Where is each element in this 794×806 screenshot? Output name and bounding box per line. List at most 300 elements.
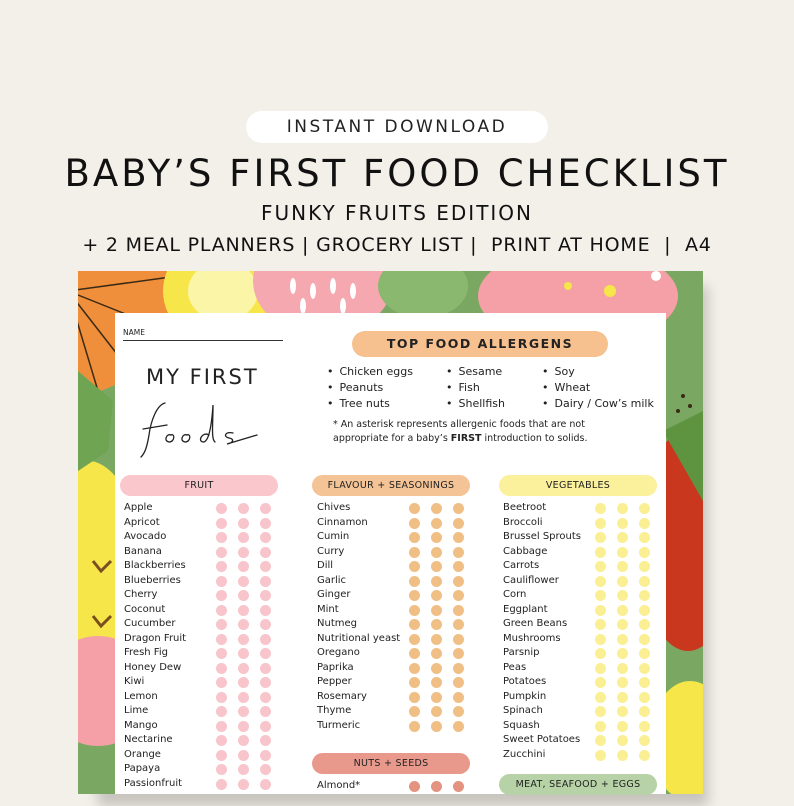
feature-list: + 2 MEAL PLANNERS | GROCERY LIST | PRINT AT HOME | A4 <box>82 234 712 256</box>
tick-circle[interactable] <box>431 561 442 572</box>
food-name: Mushrooms <box>503 632 561 644</box>
tick-circles <box>216 779 282 794</box>
tick-circle[interactable] <box>216 503 227 514</box>
food-name: Squash <box>503 719 540 731</box>
tick-circle[interactable] <box>409 781 420 792</box>
food-name: Kiwi <box>124 676 145 687</box>
tick-circle[interactable] <box>431 634 442 645</box>
tick-circle[interactable] <box>595 663 606 674</box>
tick-circle[interactable] <box>639 750 650 761</box>
tick-circle[interactable] <box>617 561 628 572</box>
tick-circle[interactable] <box>639 706 650 717</box>
tick-circle[interactable] <box>238 619 249 630</box>
tick-circle[interactable] <box>238 503 249 514</box>
tick-circle[interactable] <box>639 677 650 688</box>
tick-circle[interactable] <box>216 663 227 674</box>
tick-circle[interactable] <box>409 648 420 659</box>
name-label: NAME <box>123 328 145 337</box>
tick-circle[interactable] <box>431 781 442 792</box>
tick-circle[interactable] <box>595 721 606 732</box>
tick-circle[interactable] <box>595 735 606 746</box>
product-title: BABY’S FIRST FOOD CHECKLIST <box>64 152 730 195</box>
tick-circle[interactable] <box>238 706 249 717</box>
instant-download-badge: INSTANT DOWNLOAD <box>246 111 548 143</box>
tick-circle[interactable] <box>216 634 227 645</box>
food-name: Dragon Fruit <box>124 632 187 644</box>
tick-circle[interactable] <box>216 706 227 717</box>
tick-circle[interactable] <box>639 503 650 514</box>
tick-circle[interactable] <box>431 663 442 674</box>
tick-circle[interactable] <box>595 605 606 616</box>
food-row <box>124 545 279 560</box>
food-row <box>503 719 658 734</box>
tick-circle[interactable] <box>595 532 606 543</box>
food-name: Blueberries <box>124 574 181 586</box>
tick-circle[interactable] <box>260 605 271 616</box>
tick-circle[interactable] <box>260 663 271 674</box>
tick-circle[interactable] <box>260 561 271 572</box>
tick-circle[interactable] <box>238 692 249 703</box>
food-name: Parsnip <box>503 647 540 658</box>
tick-circle[interactable] <box>639 735 650 746</box>
tick-circle[interactable] <box>260 735 271 746</box>
tick-circle[interactable] <box>260 721 271 732</box>
tick-circle[interactable] <box>453 663 464 674</box>
food-name: Papaya <box>124 763 161 774</box>
tick-circle[interactable] <box>216 779 227 790</box>
tick-circle[interactable] <box>595 518 606 529</box>
tick-circle[interactable] <box>238 532 249 543</box>
food-row <box>503 574 658 589</box>
food-name: Eggplant <box>503 603 548 615</box>
fruit-category-header: FRUIT <box>120 475 278 496</box>
tick-circle[interactable] <box>453 547 464 558</box>
tick-circle[interactable] <box>453 576 464 587</box>
tick-circle[interactable] <box>216 590 227 601</box>
tick-circle[interactable] <box>431 503 442 514</box>
food-name: Cherry <box>124 589 158 600</box>
allergen-item: • Dairy / Cow’s milk <box>542 396 654 412</box>
food-name: Carrots <box>503 560 540 571</box>
food-name: Garlic <box>317 574 347 586</box>
tick-circle[interactable] <box>260 518 271 529</box>
tick-circle[interactable] <box>617 634 628 645</box>
tick-circle[interactable] <box>216 561 227 572</box>
tick-circle[interactable] <box>617 576 628 587</box>
tick-circle[interactable] <box>453 677 464 688</box>
tick-circle[interactable] <box>639 663 650 674</box>
food-name: Chives <box>317 502 351 513</box>
tick-circle[interactable] <box>453 781 464 792</box>
nuts-list <box>317 779 472 794</box>
allergen-item: • Soy <box>542 364 654 380</box>
food-name: Nutritional yeast <box>317 632 401 644</box>
food-row <box>317 661 472 676</box>
food-row <box>317 559 472 574</box>
food-row <box>317 632 472 647</box>
food-row <box>317 588 472 603</box>
tick-circle[interactable] <box>431 605 442 616</box>
tick-circle[interactable] <box>453 619 464 630</box>
allergen-item: • Chicken eggs <box>327 364 413 380</box>
flavour-category-header: FLAVOUR + SEASONINGS <box>312 475 470 496</box>
food-name: Nectarine <box>124 734 173 745</box>
tick-circle[interactable] <box>453 706 464 717</box>
tick-circle[interactable] <box>453 532 464 543</box>
food-row <box>124 632 279 647</box>
tick-circle[interactable] <box>409 721 420 732</box>
food-name: Mint <box>317 603 339 615</box>
food-row <box>124 603 279 618</box>
food-row <box>317 603 472 618</box>
food-row <box>503 501 658 516</box>
tick-circle[interactable] <box>409 547 420 558</box>
tick-circle[interactable] <box>453 503 464 514</box>
tick-circle[interactable] <box>260 764 271 775</box>
tick-circle[interactable] <box>238 648 249 659</box>
tick-circle[interactable] <box>453 648 464 659</box>
tick-circle[interactable] <box>595 561 606 572</box>
tick-circle[interactable] <box>639 605 650 616</box>
tick-circle[interactable] <box>260 634 271 645</box>
food-name: Nutmeg <box>317 618 357 629</box>
tick-circle[interactable] <box>639 561 650 572</box>
tick-circle[interactable] <box>431 518 442 529</box>
food-row <box>317 779 472 794</box>
tick-circle[interactable] <box>639 692 650 703</box>
my-first-heading: MY FIRST <box>146 365 259 389</box>
tick-circle[interactable] <box>260 547 271 558</box>
tick-circle[interactable] <box>238 547 249 558</box>
tick-circle[interactable] <box>595 677 606 688</box>
tick-circle[interactable] <box>595 503 606 514</box>
food-row <box>124 777 279 792</box>
food-name: Rosemary <box>317 690 367 702</box>
tick-circle[interactable] <box>216 677 227 688</box>
food-name: Thyme <box>317 705 352 716</box>
tick-circle[interactable] <box>595 547 606 558</box>
tick-circle[interactable] <box>595 590 606 601</box>
tick-circle[interactable] <box>617 677 628 688</box>
food-name: Ginger <box>317 589 351 600</box>
tick-circle[interactable] <box>238 663 249 674</box>
food-name: Oregano <box>317 647 360 658</box>
food-name: Paprika <box>317 661 354 673</box>
tick-circle[interactable] <box>453 590 464 601</box>
food-name: Turmeric <box>317 719 361 731</box>
tick-circle[interactable] <box>409 634 420 645</box>
tick-circle[interactable] <box>238 779 249 790</box>
food-name: Brussel Sprouts <box>503 531 582 542</box>
tick-circle[interactable] <box>216 547 227 558</box>
food-row <box>124 559 279 574</box>
meat-category-header: MEAT, SEAFOOD + EGGS <box>499 774 657 795</box>
food-name: Coconut <box>124 603 166 615</box>
tick-circle[interactable] <box>453 721 464 732</box>
food-row <box>503 588 658 603</box>
tick-circle[interactable] <box>238 677 249 688</box>
tick-circle[interactable] <box>260 779 271 790</box>
food-row <box>124 719 279 734</box>
food-row <box>124 530 279 545</box>
food-row <box>503 690 658 705</box>
tick-circle[interactable] <box>238 750 249 761</box>
food-name: Fresh Fig <box>124 647 168 658</box>
tick-circle[interactable] <box>238 590 249 601</box>
food-row <box>317 646 472 661</box>
tick-circle[interactable] <box>639 576 650 587</box>
tick-circle[interactable] <box>453 605 464 616</box>
food-name: Peas <box>503 661 527 673</box>
tick-circle[interactable] <box>238 576 249 587</box>
food-row <box>124 617 279 632</box>
tick-circle[interactable] <box>216 764 227 775</box>
tick-circle[interactable] <box>639 634 650 645</box>
tick-circle[interactable] <box>595 576 606 587</box>
tick-circle[interactable] <box>238 764 249 775</box>
tick-circles <box>409 781 475 796</box>
tick-circle[interactable] <box>216 735 227 746</box>
tick-circle[interactable] <box>216 750 227 761</box>
allergen-item: • Shellfish <box>446 396 505 412</box>
food-row <box>124 516 279 531</box>
food-row <box>503 675 658 690</box>
tick-circle[interactable] <box>617 750 628 761</box>
food-name: Sweet Potatoes <box>503 734 581 745</box>
tick-circle[interactable] <box>260 750 271 761</box>
allergen-item: • Sesame <box>446 364 505 380</box>
tick-circle[interactable] <box>409 706 420 717</box>
food-row <box>124 661 279 676</box>
nuts-category-header: NUTS + SEEDS <box>312 753 470 774</box>
tick-circle[interactable] <box>595 634 606 645</box>
tick-circle[interactable] <box>409 532 420 543</box>
tick-circle[interactable] <box>409 677 420 688</box>
flavour-list <box>317 501 472 733</box>
foods-script-heading <box>137 395 267 459</box>
food-row <box>124 704 279 719</box>
tick-circle[interactable] <box>639 648 650 659</box>
food-name: Cumin <box>317 531 350 542</box>
tick-circle[interactable] <box>617 518 628 529</box>
food-name: Cinnamon <box>317 516 368 528</box>
food-row <box>503 516 658 531</box>
tick-circle[interactable] <box>260 532 271 543</box>
food-name: Cabbage <box>503 545 548 557</box>
tick-circle[interactable] <box>409 590 420 601</box>
tick-circle[interactable] <box>216 576 227 587</box>
tick-circle[interactable] <box>409 503 420 514</box>
tick-circle[interactable] <box>260 576 271 587</box>
food-row <box>503 733 658 748</box>
food-name: Avocado <box>124 531 167 542</box>
tick-circle[interactable] <box>409 619 420 630</box>
tick-circle[interactable] <box>260 619 271 630</box>
tick-circle[interactable] <box>431 677 442 688</box>
tick-circle[interactable] <box>431 547 442 558</box>
food-name: Lemon <box>124 690 158 702</box>
food-name: Broccoli <box>503 516 543 528</box>
tick-circle[interactable] <box>595 648 606 659</box>
tick-circle[interactable] <box>639 721 650 732</box>
allergen-note-text-end: introduction to solids. <box>481 433 588 444</box>
food-row <box>124 574 279 589</box>
food-row <box>124 748 279 763</box>
tick-circle[interactable] <box>453 692 464 703</box>
tick-circle[interactable] <box>260 590 271 601</box>
tick-circle[interactable] <box>409 561 420 572</box>
food-row <box>317 545 472 560</box>
food-name: Cucumber <box>124 618 176 629</box>
allergen-note <box>333 418 643 446</box>
vegetables-category-header: VEGETABLES <box>499 475 657 496</box>
tick-circle[interactable] <box>639 547 650 558</box>
tick-circle[interactable] <box>409 692 420 703</box>
food-row <box>317 617 472 632</box>
tick-circle[interactable] <box>216 692 227 703</box>
allergen-column-2 <box>446 364 505 412</box>
allergen-item: • Fish <box>446 380 505 396</box>
tick-circle[interactable] <box>216 605 227 616</box>
food-row <box>503 632 658 647</box>
allergen-item: • Peanuts <box>327 380 413 396</box>
allergen-column-3 <box>542 364 654 412</box>
food-name: Corn <box>503 589 527 600</box>
food-name: Blackberries <box>124 560 186 571</box>
tick-circle[interactable] <box>453 634 464 645</box>
food-row <box>503 545 658 560</box>
tick-circle[interactable] <box>216 619 227 630</box>
tick-circle[interactable] <box>617 619 628 630</box>
tick-circle[interactable] <box>453 518 464 529</box>
food-name: Potatoes <box>503 676 547 687</box>
food-row <box>317 530 472 545</box>
food-name: Apricot <box>124 516 160 528</box>
tick-circle[interactable] <box>216 648 227 659</box>
food-row <box>317 690 472 705</box>
tick-circle[interactable] <box>431 721 442 732</box>
tick-circle[interactable] <box>595 706 606 717</box>
food-name: Spinach <box>503 705 543 716</box>
tick-circle[interactable] <box>617 503 628 514</box>
food-row <box>503 748 658 763</box>
food-name: Passionfruit <box>124 777 183 789</box>
tick-circle[interactable] <box>238 721 249 732</box>
food-row <box>503 617 658 632</box>
tick-circle[interactable] <box>260 677 271 688</box>
tick-circle[interactable] <box>431 576 442 587</box>
tick-circle[interactable] <box>617 692 628 703</box>
food-row <box>124 675 279 690</box>
tick-circle[interactable] <box>409 605 420 616</box>
food-row <box>317 501 472 516</box>
food-name: Curry <box>317 545 345 557</box>
food-row <box>503 704 658 719</box>
tick-circle[interactable] <box>595 619 606 630</box>
food-row <box>124 646 279 661</box>
tick-circle[interactable] <box>639 590 650 601</box>
tick-circle[interactable] <box>453 561 464 572</box>
tick-circle[interactable] <box>617 648 628 659</box>
tick-circle[interactable] <box>617 735 628 746</box>
tick-circle[interactable] <box>595 750 606 761</box>
food-name: Honey Dew <box>124 661 182 673</box>
tick-circle[interactable] <box>409 518 420 529</box>
food-row <box>317 516 472 531</box>
tick-circle[interactable] <box>617 532 628 543</box>
food-row <box>317 574 472 589</box>
tick-circle[interactable] <box>595 692 606 703</box>
food-name: Lime <box>124 705 149 716</box>
food-name: Green Beans <box>503 618 568 629</box>
tick-circle[interactable] <box>409 663 420 674</box>
food-name: Dill <box>317 560 334 571</box>
vegetables-list <box>503 501 658 762</box>
food-row <box>124 690 279 705</box>
food-row <box>503 559 658 574</box>
tick-circle[interactable] <box>431 532 442 543</box>
food-name: Pepper <box>317 676 352 687</box>
food-name: Almond* <box>317 780 361 791</box>
product-subtitle: FUNKY FRUITS EDITION <box>260 201 534 225</box>
tick-circle[interactable] <box>260 692 271 703</box>
tick-circle[interactable] <box>431 619 442 630</box>
tick-circle[interactable] <box>431 706 442 717</box>
tick-circle[interactable] <box>639 532 650 543</box>
tick-circle[interactable] <box>617 663 628 674</box>
tick-circle[interactable] <box>617 605 628 616</box>
allergen-note-text: * An asterisk represents allergenic foods that are not appropriate for a baby’s <box>333 419 585 444</box>
tick-circle[interactable] <box>431 648 442 659</box>
tick-circle[interactable] <box>639 518 650 529</box>
tick-circle[interactable] <box>639 619 650 630</box>
food-name: Mango <box>124 719 158 731</box>
fruit-list <box>124 501 279 791</box>
tick-circle[interactable] <box>431 590 442 601</box>
allergen-note-bold: FIRST <box>450 433 482 444</box>
food-row <box>124 588 279 603</box>
tick-circle[interactable] <box>238 634 249 645</box>
tick-circle[interactable] <box>216 721 227 732</box>
food-row <box>503 661 658 676</box>
tick-circle[interactable] <box>238 518 249 529</box>
food-name: Banana <box>124 545 162 557</box>
allergen-item: • Tree nuts <box>327 396 413 412</box>
tick-circle[interactable] <box>216 532 227 543</box>
food-name: Zucchini <box>503 748 546 760</box>
tick-circle[interactable] <box>260 648 271 659</box>
tick-circle[interactable] <box>238 605 249 616</box>
tick-circle[interactable] <box>617 590 628 601</box>
food-name: Orange <box>124 748 161 760</box>
food-name: Cauliflower <box>503 574 559 586</box>
tick-circles <box>409 721 475 736</box>
tick-circle[interactable] <box>617 547 628 558</box>
tick-circle[interactable] <box>238 561 249 572</box>
tick-circle[interactable] <box>431 692 442 703</box>
tick-circle[interactable] <box>617 721 628 732</box>
tick-circle[interactable] <box>238 735 249 746</box>
food-row <box>317 675 472 690</box>
tick-circle[interactable] <box>617 706 628 717</box>
tick-circle[interactable] <box>260 503 271 514</box>
tick-circle[interactable] <box>216 518 227 529</box>
tick-circle[interactable] <box>260 706 271 717</box>
name-line <box>123 340 283 341</box>
food-row <box>503 603 658 618</box>
food-row <box>124 733 279 748</box>
tick-circle[interactable] <box>409 576 420 587</box>
